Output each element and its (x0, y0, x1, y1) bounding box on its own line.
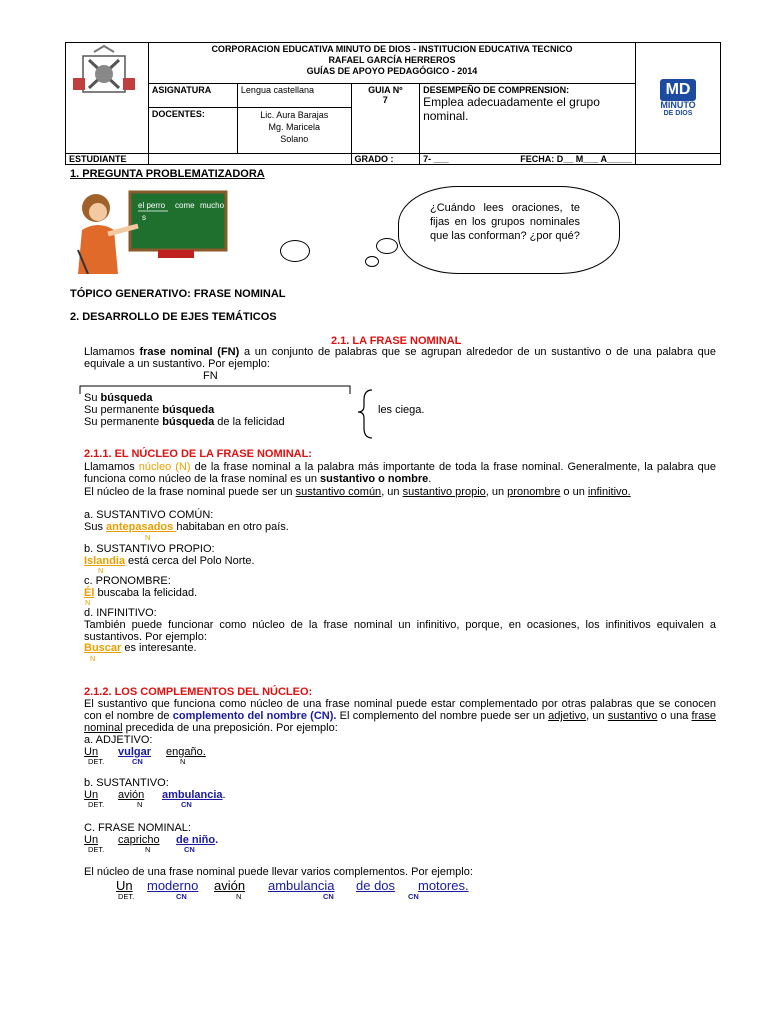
logo-md: MD (660, 79, 697, 101)
board-word-1: el perro (138, 201, 166, 210)
c-example: Él buscaba la felicidad. (84, 587, 198, 599)
last-word-1: Un (116, 878, 133, 893)
fecha-field[interactable]: FECHA: D__ M___ A_____ (520, 154, 633, 164)
fn-example-2: Su permanente búsqueda (84, 404, 215, 416)
guia-label: GUIA Nº (368, 85, 403, 95)
board-word-4: s (142, 213, 146, 222)
teacher-illustration (68, 190, 228, 274)
estudiante-label: ESTUDIANTE (66, 154, 149, 165)
guia-cell (351, 84, 420, 154)
fnc-word-3: de niño. (176, 834, 219, 846)
sub21-title: 2.1. LA FRASE NOMINAL (331, 335, 462, 347)
right-logo-cell (636, 43, 721, 154)
thought-circle-large (280, 240, 310, 262)
last-word-5: de dos (356, 878, 396, 893)
crest-logo-icon (69, 44, 139, 104)
adj-word-3: engaño. (166, 746, 206, 758)
a-example: Sus antepasados habitaban en otro país. (84, 521, 289, 533)
sub211-paragraph: Llamamos núcleo (N) de la frase nominal a la palabra más importante de toda la frase nominal. Generalmente, la palabra que funciona como núcleo de la frase nominal es un sustantivo o nombre. (84, 461, 716, 485)
sus-n: N (137, 800, 143, 809)
last-word-3: avión (214, 878, 246, 893)
fn-label: FN (203, 370, 218, 382)
b-example: Islandia está cerca del Polo Norte. (84, 555, 255, 567)
left-logo-cell (66, 43, 149, 154)
last-n: N (236, 892, 242, 901)
d-paragraph: También puede funcionar como núcleo de la frase nominal un infinitivo, porque, en ocasiones, los infinitivos equivalen a sustantivos. Por ejemplo: (84, 619, 716, 643)
sus-word-3: ambulancia. (162, 789, 226, 801)
docente-3: Solano (280, 134, 309, 144)
asignatura-label: ASIGNATURA (148, 84, 237, 108)
docentes-label: DOCENTES: (148, 108, 237, 154)
logo-de-dios: DE DIOS (663, 109, 693, 117)
last-paragraph: El núcleo de una frase nominal puede llevar varios complementos. Por ejemplo: (84, 866, 473, 878)
last-cn-3: CN (408, 892, 419, 901)
sub212-title: 2.1.2. LOS COMPLEMENTOS DEL NÚCLEO: (84, 686, 313, 698)
grado-value[interactable]: 7- ___ (423, 154, 449, 164)
les-ciega: les ciega. (378, 404, 425, 416)
topico-generativo: TÓPICO GENERATIVO: FRASE NOMINAL (70, 288, 286, 300)
d-n-mark: N (90, 654, 96, 663)
d-example: Buscar es interesante. (84, 642, 197, 654)
section2-title: 2. DESARROLLO DE EJES TEMÁTICOS (70, 311, 277, 323)
fn-examples (84, 392, 285, 428)
guia-value: 7 (382, 95, 388, 105)
sus-cn: CN (181, 800, 192, 809)
docente-2: Mg. Maricela (268, 122, 320, 132)
fnc-word-2: capricho (118, 834, 160, 846)
last-word-6: motores. (418, 878, 469, 893)
fn-example-1: Su búsqueda (84, 392, 153, 404)
docente-1: Lic. Aura Barajas (260, 110, 329, 120)
last-word-2: moderno (147, 878, 199, 893)
last-word-4: ambulancia (268, 878, 335, 893)
fnc-det: DET. (88, 845, 105, 854)
fnc-title: C. FRASE NOMINAL: (84, 822, 191, 834)
sus-word-2: avión (118, 789, 145, 801)
c-title: c. PRONOMBRE: (84, 575, 171, 587)
fnc-n: N (145, 845, 151, 854)
last-cn-1: CN (176, 892, 187, 901)
last-det: DET. (118, 892, 135, 901)
asignatura-value: Lengua castellana (237, 84, 351, 108)
c-n-mark: N (85, 598, 91, 607)
thought-circle-medium (376, 238, 398, 254)
sus-title: b. SUSTANTIVO: (84, 777, 169, 789)
grado-fecha-cell (420, 154, 636, 165)
institution-line-3: GUÍAS DE APOYO PEDAGÓGICO - 2014 (306, 66, 478, 76)
last-cn-2: CN (323, 892, 334, 901)
estudiante-field[interactable] (148, 154, 351, 165)
sus-word-1: Un (84, 789, 99, 801)
adj-word-2: vulgar (118, 746, 152, 758)
adj-title: a. ADJETIVO: (84, 734, 153, 746)
adj-word-1: Un (84, 746, 99, 758)
minuto-de-dios-logo (639, 79, 717, 118)
desempeno-label: DESEMPEÑO DE COMPRENSION: (423, 85, 570, 95)
board-word-2: come (175, 201, 195, 210)
bubble-text: ¿Cuándo lees oraciones, te fijas en los grupos nominales que las conforman? ¿por qué? (430, 202, 580, 242)
fnc-cn: CN (184, 845, 195, 854)
sub21-paragraph: Llamamos frase nominal (FN) a un conjunto de palabras que se agrupan alrededor de un sustantivo o de una palabra que equivale a un sustantivo. Por ejemplo: (84, 346, 716, 370)
sub211-title: 2.1.1. EL NÚCLEO DE LA FRASE NOMINAL: (84, 448, 312, 460)
institution-line-1: CORPORACION EDUCATIVA MINUTO DE DIOS - INSTITUCION EDUCATIVA TECNICO (211, 44, 573, 54)
section1-title: 1. PREGUNTA PROBLEMATIZADORA (70, 168, 265, 180)
institution-title (148, 43, 635, 84)
a-title: a. SUSTANTIVO COMÚN: (84, 509, 214, 521)
b-title: b. SUSTANTIVO PROPIO: (84, 543, 215, 555)
adj-n: N (180, 757, 186, 766)
docentes-value (237, 108, 351, 154)
desempeno-cell (420, 84, 636, 154)
sus-det: DET. (88, 800, 105, 809)
adj-cn: CN (132, 757, 143, 766)
grado-label: GRADO : (351, 154, 420, 165)
sub211-paragraph-2: El núcleo de la frase nominal puede ser un sustantivo común, un sustantivo propio, un pronombre o un infinitivo. (84, 486, 631, 498)
logo-minuto: MINUTO (660, 99, 696, 110)
fn-example-3: Su permanente búsqueda de la felicidad (84, 416, 285, 428)
sub212-paragraph: El sustantivo que funciona como núcleo de una frase nominal puede estar complementado por otras palabras que se conocen con el nombre de complemento del nombre (CN). El complemento del nombre puede ser un adjetivo, un sustantivo o una frase nominal precedida de una preposición. Por ejemplo: (84, 698, 716, 734)
a-n-mark: N (145, 533, 151, 542)
fnc-word-1: Un (84, 834, 99, 846)
board-word-3: mucho (200, 201, 225, 210)
b-n-mark: N (98, 566, 104, 575)
adj-det: DET. (88, 757, 105, 766)
thought-circle-small (365, 256, 379, 267)
d-title: d. INFINITIVO: (84, 607, 157, 619)
desempeno-value: Emplea adecuadamente el grupo nominal. (423, 95, 600, 123)
institution-line-2: RAFAEL GARCÍA HERREROS (328, 55, 456, 65)
header-table (65, 42, 721, 165)
